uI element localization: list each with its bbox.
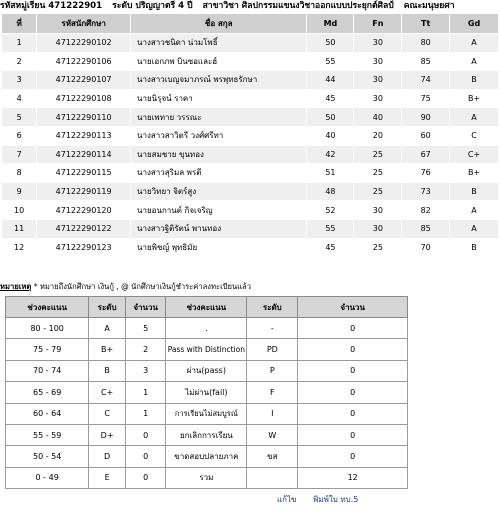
table-cell: 55 bbox=[307, 219, 354, 238]
table-cell: 55 - 59 bbox=[6, 424, 89, 445]
table-cell: 50 bbox=[307, 108, 354, 127]
table-cell: 47122290106 bbox=[37, 52, 131, 71]
table-cell: 74 bbox=[402, 71, 450, 90]
table-cell: ไม่ผ่าน(fail) bbox=[166, 382, 247, 403]
table-cell: 5 bbox=[125, 318, 166, 339]
table-cell: W bbox=[247, 424, 298, 445]
course-code: รหัสหมู่เรียน 471222901 bbox=[0, 1, 103, 11]
table-cell: 0 bbox=[125, 424, 166, 445]
table-cell: 80 - 100 bbox=[6, 318, 89, 339]
table-row bbox=[2, 52, 499, 71]
table-cell: 82 bbox=[402, 201, 450, 220]
table-cell: นายเพทาย วรรณะ bbox=[131, 108, 307, 127]
table-cell: 1 bbox=[2, 34, 37, 53]
table-cell: 47122290102 bbox=[37, 34, 131, 53]
table-cell: I bbox=[247, 403, 298, 424]
table-cell: ขส bbox=[247, 446, 298, 467]
table-cell: B bbox=[89, 360, 126, 381]
table-cell: B bbox=[450, 238, 499, 257]
table-cell: 70 bbox=[402, 238, 450, 257]
table-cell: 47122290114 bbox=[37, 145, 131, 164]
table-cell: C bbox=[89, 403, 126, 424]
table-cell: 0 bbox=[298, 403, 408, 424]
table-cell: 47122290113 bbox=[37, 126, 131, 145]
footer-links bbox=[277, 493, 372, 506]
table-cell: 10 bbox=[2, 201, 37, 220]
table-row bbox=[6, 318, 408, 339]
table-cell: - bbox=[247, 318, 298, 339]
table-cell: A bbox=[450, 52, 499, 71]
table-cell: 0 bbox=[298, 360, 408, 381]
table-cell: 3 bbox=[125, 360, 166, 381]
table-cell: 12 bbox=[2, 238, 37, 257]
table-cell: การเรียนไม่สมบูรณ์ bbox=[166, 403, 247, 424]
grade-summary-table bbox=[5, 296, 408, 489]
table-row bbox=[6, 467, 408, 488]
table-cell: . bbox=[166, 318, 247, 339]
col-student-id: รหัสนักศึกษา bbox=[37, 14, 131, 34]
table-row bbox=[2, 238, 499, 257]
table-cell: นางสาวฐิติรัตน์ พานทอง bbox=[131, 219, 307, 238]
table-row bbox=[6, 382, 408, 403]
col-tt: Tt bbox=[402, 14, 450, 34]
table-cell: A bbox=[450, 201, 499, 220]
table-row bbox=[6, 403, 408, 424]
table-cell: 51 bbox=[307, 164, 354, 183]
table-cell: 45 bbox=[307, 89, 354, 108]
table-cell: A bbox=[450, 34, 499, 53]
col-name: ชื่อ สกุล bbox=[131, 14, 307, 34]
table-cell: 73 bbox=[402, 182, 450, 201]
student-rows bbox=[2, 34, 499, 257]
table-cell: 47122290108 bbox=[37, 89, 131, 108]
student-table-header bbox=[2, 14, 499, 34]
table-cell: 40 bbox=[307, 126, 354, 145]
table-cell: 0 bbox=[298, 446, 408, 467]
table-cell: B+ bbox=[450, 89, 499, 108]
col-score-range: ช่วงคะแนน bbox=[6, 297, 89, 318]
table-cell: 50 - 54 bbox=[6, 446, 89, 467]
col-no: ที่ bbox=[2, 14, 37, 34]
table-cell: 30 bbox=[354, 89, 402, 108]
table-cell: 85 bbox=[402, 219, 450, 238]
table-cell: 30 bbox=[354, 71, 402, 90]
table-cell: นายอนกานต์ กิจเจริญ bbox=[131, 201, 307, 220]
table-row bbox=[2, 34, 499, 53]
table-cell: 20 bbox=[354, 126, 402, 145]
table-cell: 25 bbox=[354, 182, 402, 201]
table-cell: 8 bbox=[2, 164, 37, 183]
table-row bbox=[2, 164, 499, 183]
table-cell: 1 bbox=[125, 403, 166, 424]
table-cell: 42 bbox=[307, 145, 354, 164]
table-cell: Pass with Distinction bbox=[166, 339, 247, 360]
table-cell: 60 bbox=[402, 126, 450, 145]
table-cell: P bbox=[247, 360, 298, 381]
table-cell: 0 bbox=[298, 382, 408, 403]
table-row bbox=[6, 424, 408, 445]
table-cell: 12 bbox=[298, 467, 408, 488]
table-cell: 47122290120 bbox=[37, 201, 131, 220]
table-cell: 0 bbox=[298, 424, 408, 445]
table-cell: 76 bbox=[402, 164, 450, 183]
table-cell: 30 bbox=[354, 219, 402, 238]
table-cell: 50 bbox=[307, 34, 354, 53]
col-count-2: จำนวน bbox=[298, 297, 408, 318]
table-cell: 0 bbox=[125, 467, 166, 488]
col-count: จำนวน bbox=[125, 297, 166, 318]
col-grade: ระดับ bbox=[89, 297, 126, 318]
col-md: Md bbox=[307, 14, 354, 34]
table-cell: 2 bbox=[125, 339, 166, 360]
table-row bbox=[2, 71, 499, 90]
table-cell: D+ bbox=[89, 424, 126, 445]
table-cell: นางสาวสาวิตรี วงศ์ศรีทา bbox=[131, 126, 307, 145]
table-cell: นางสาวชนิดา น่วมโพธิ์ bbox=[131, 34, 307, 53]
table-cell: 44 bbox=[307, 71, 354, 90]
table-cell: นายวิทยา จิตร์สูง bbox=[131, 182, 307, 201]
table-row bbox=[6, 446, 408, 467]
table-cell: 25 bbox=[354, 238, 402, 257]
table-row bbox=[2, 201, 499, 220]
table-cell: 47122290122 bbox=[37, 219, 131, 238]
table-row bbox=[2, 145, 499, 164]
table-cell: 67 bbox=[402, 145, 450, 164]
table-cell bbox=[247, 467, 298, 488]
table-cell: 7 bbox=[2, 145, 37, 164]
table-row bbox=[2, 126, 499, 145]
table-cell: นายสมชาย ขุนทอง bbox=[131, 145, 307, 164]
table-cell: 25 bbox=[354, 164, 402, 183]
table-cell: รวม bbox=[166, 467, 247, 488]
table-cell: ขาดสอบปลายภาค bbox=[166, 446, 247, 467]
table-cell: 85 bbox=[402, 52, 450, 71]
table-row bbox=[2, 89, 499, 108]
table-row bbox=[6, 339, 408, 360]
table-cell: 2 bbox=[2, 52, 37, 71]
col-fn: Fn bbox=[354, 14, 402, 34]
table-cell: 11 bbox=[2, 219, 37, 238]
table-row bbox=[2, 108, 499, 127]
table-cell: 60 - 64 bbox=[6, 403, 89, 424]
table-cell: 0 - 49 bbox=[6, 467, 89, 488]
table-cell: B+ bbox=[450, 164, 499, 183]
table-cell: 55 bbox=[307, 52, 354, 71]
print-tb5-link[interactable]: พิมพ์ใบ ทบ.5 bbox=[313, 495, 359, 504]
table-cell: 47122290115 bbox=[37, 164, 131, 183]
grade-table-header bbox=[6, 297, 408, 318]
table-cell: PD bbox=[247, 339, 298, 360]
table-cell: 30 bbox=[354, 52, 402, 71]
remark-text: * หมายถึงนักศึกษา เงินกู้ , @ นักศึกษาเงินกู้ชำระค่าลงทะเบียนแล้ว bbox=[33, 282, 251, 291]
table-cell: D bbox=[89, 446, 126, 467]
table-cell: B bbox=[450, 182, 499, 201]
table-cell: A bbox=[89, 318, 126, 339]
table-row bbox=[2, 219, 499, 238]
table-cell: 30 bbox=[354, 34, 402, 53]
table-cell: 0 bbox=[125, 446, 166, 467]
course-header bbox=[0, 0, 500, 13]
program-name: สาขาวิชา ศิลปกรรมแขนงวิชาออกแบบประยุกต์ศิลป์ bbox=[202, 1, 394, 11]
col-gd: Gd bbox=[450, 14, 499, 34]
col-grade-2: ระดับ bbox=[247, 297, 298, 318]
grade-rows bbox=[6, 318, 408, 489]
table-cell: 47122290107 bbox=[37, 71, 131, 90]
degree-level: ระดับ ปริญญาตรี 4 ปี bbox=[112, 1, 193, 11]
table-row bbox=[2, 182, 499, 201]
table-cell: 47122290110 bbox=[37, 108, 131, 127]
table-cell: 0 bbox=[298, 318, 408, 339]
table-cell: 47122290119 bbox=[37, 182, 131, 201]
table-cell: 5 bbox=[2, 108, 37, 127]
table-cell: C+ bbox=[450, 145, 499, 164]
table-cell: นายนิรุจน์ ราคา bbox=[131, 89, 307, 108]
table-cell: 75 - 79 bbox=[6, 339, 89, 360]
table-cell: 48 bbox=[307, 182, 354, 201]
table-cell: นางสาวสุริมล พรตี bbox=[131, 164, 307, 183]
table-cell: 45 bbox=[307, 238, 354, 257]
table-cell: 40 bbox=[354, 108, 402, 127]
table-cell: 75 bbox=[402, 89, 450, 108]
table-cell: 47122290123 bbox=[37, 238, 131, 257]
table-cell: 90 bbox=[402, 108, 450, 127]
table-cell: 3 bbox=[2, 71, 37, 90]
table-cell: F bbox=[247, 382, 298, 403]
col-score-range-2: ช่วงคะแนน bbox=[166, 297, 247, 318]
table-cell: A bbox=[450, 108, 499, 127]
table-cell: ผ่าน(pass) bbox=[166, 360, 247, 381]
faculty-name: คณะมนุษยศา bbox=[403, 1, 455, 11]
table-cell: 70 - 74 bbox=[6, 360, 89, 381]
table-cell: C+ bbox=[89, 382, 126, 403]
table-cell: 0 bbox=[298, 339, 408, 360]
table-cell: 52 bbox=[307, 201, 354, 220]
table-cell: 25 bbox=[354, 145, 402, 164]
table-cell: B bbox=[450, 71, 499, 90]
table-cell: E bbox=[89, 467, 126, 488]
table-cell: นางสาวเบญจมาภรณ์ พรพุทธรักษา bbox=[131, 71, 307, 90]
table-cell: นายเอกภพ บินซอและฮ์ bbox=[131, 52, 307, 71]
table-cell: 65 - 69 bbox=[6, 382, 89, 403]
table-cell: 30 bbox=[354, 201, 402, 220]
table-cell: 6 bbox=[2, 126, 37, 145]
table-cell: C bbox=[450, 126, 499, 145]
student-scores-table bbox=[1, 13, 499, 257]
table-cell: 4 bbox=[2, 89, 37, 108]
table-cell: ยกเลิกการเรียน bbox=[166, 424, 247, 445]
table-cell: 80 bbox=[402, 34, 450, 53]
remark-label: หมายเหตุ bbox=[0, 282, 32, 291]
edit-link[interactable]: แก้ไข bbox=[277, 495, 297, 504]
table-cell: A bbox=[450, 219, 499, 238]
remark-note bbox=[0, 281, 500, 293]
table-cell: 9 bbox=[2, 182, 37, 201]
table-cell: 1 bbox=[125, 382, 166, 403]
table-row bbox=[6, 360, 408, 381]
table-cell: B+ bbox=[89, 339, 126, 360]
table-cell: นายพิชญ์ พุทธิมัย bbox=[131, 238, 307, 257]
